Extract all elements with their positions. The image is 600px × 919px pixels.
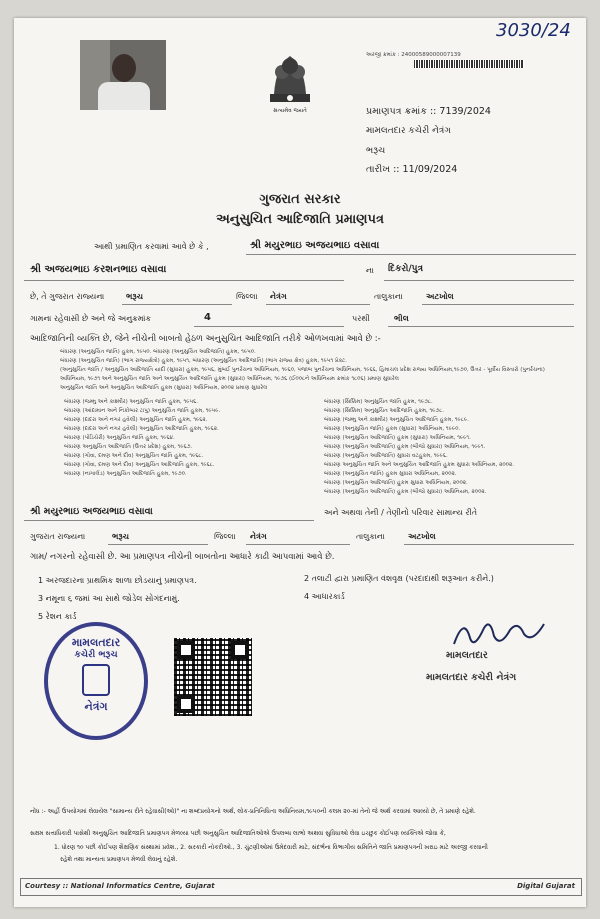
district-value-2: ભરૂચ <box>112 532 130 541</box>
father-name: શ્રી અજયભાઇ કરશનભાઇ વસાવા <box>30 264 167 275</box>
state-prefix: છે, તે ગુજરાત રાજ્યના <box>30 292 105 301</box>
legal-left-item: બંધારણ (આંદામાન અને નિકોબાર ટાપુ) અનુસુચિત જાતિ હુકમ, ૧૯૫૯. <box>64 408 221 414</box>
signatory-office: મામલતદાર કચેરી નેત્રંગ <box>426 672 517 683</box>
relation-value: દિકરો/પુત્ર <box>388 264 423 274</box>
footer-credit: Courtesy :: National Informatics Centre, Gujarat <box>25 882 215 890</box>
note-2: સક્ષમ સત્તાધિકારી પાસેથી અનુસુચિત આદિજાતિ પ્રમાણપત્ર મેળવ્યા પછી અનુસુચિત આદિજાતિઓએ ઉપલબ્ધ લાભો અથવા સુવિધાઓ લેવા ઇચ્છુક કોઈપણ વ્યક્તિએ જોવા કે, <box>30 830 446 837</box>
document-item: 3 નમૂના ૬ જમાં આ સાથે જોડેલ સોગંદનામું. <box>38 594 180 603</box>
note-4: રહેશે તથા માન્યતા પ્રમાણપત્ર મેળવી લેવાનું રહેશે. <box>60 856 178 863</box>
legal-right-item: બંધારણ અનુસુચિત જાતિ અને અનુસુચિત આદિજાતિ હુકમ સુધારા અધિનિયમ, ૨૦૦૨. <box>324 462 514 468</box>
taluka-value-2: નેત્રંગ <box>250 532 267 541</box>
note-3: 1. ધોરણ ૧૦ પછી કોઈપણ શૈક્ષણિક સંસ્થામાં પ્રવેશ., 2. સરકારી નોકરીઓ., 3. ચુંટણીઓમાં ઉમેદવારી માટે, સંદર્ભના વિભાગીય સમિતિને જાતિ પ્રમાણપત્રની ખરાઇ માટે અરજી કરવાની <box>54 844 488 851</box>
office-place: ભરૂચ <box>366 146 386 156</box>
district-label-2: જિલ્લા <box>214 532 236 541</box>
application-number: અરજી ક્રમાંક : 24000589000007139 <box>366 52 461 58</box>
seal-text: કચેરી ભરૂચ <box>74 650 118 660</box>
legal-left-item: બંધારણ અનુસુચિત આદિજાતિ (ઉત્તર પ્રદેશ) હુકમ, ૧૯૬૭. <box>64 444 193 450</box>
document-item: 2 તલાટી દ્વારા પ્રમાણિત વંશવૃક્ષ (પરદાદાથી શરૂઆત કરીને.) <box>304 574 494 583</box>
legal-left-item: બંધારણ (ગોવા, દમણ અને દીવ) અનુસુચિત જાતિ હુકમ, ૧૯૬૮. <box>64 453 204 459</box>
legal-line: અધિનિયમ, ૧૯૭૧ અને અનુસુચિત જાતિ અને અનુસુચિત આદિજાતિ હુકમ (સુધારા) અધિનિયમ, ૧૯૭૬ (ઈ૦૦૮ને અધિનિયમ ક્રમાંક ૧૮૦૬) પ્રમાણ સુધારેલ <box>60 376 399 382</box>
recognition-text: આદિજાતિની વ્યક્તિ છે, જેને નીચેની બાબતો હેઠળ અનુસુચિત આદિજાતિ તરીકે ઓળખવામાં આવે છે :- <box>30 334 381 344</box>
legal-left-item: બંધારણ (દાદરા અને નગર હવેલી) અનુસુચિત જાતિ હુકમ, ૧૯૬૨. <box>64 417 208 423</box>
district-label: જિલ્લા <box>236 292 258 301</box>
document-item: 4 આધારકાર્ડ <box>304 592 345 601</box>
footer-bar <box>20 878 582 896</box>
legal-right-item: બંધારણ (અનુસુચિત આદિજાતિ) હુકમ (સુધારા) અધિનિયમ, ૧૯૯૧. <box>324 435 471 441</box>
village-value-2: અટખોલ <box>408 532 436 541</box>
village-value: અટખોલ <box>426 292 454 301</box>
taluka-label: તાલુકાના <box>374 292 403 301</box>
legal-right-item: બંધારણ (સિક્કિમ) અનુસુચિત જાતિ હુકમ, ૧૯૭૮. <box>324 399 433 405</box>
legal-right-item: બંધારણ (જમ્મુ અને કાશ્મીર) અનુસુચિત આદિજાતિ હુકમ, ૧૯૮૯. <box>324 417 469 423</box>
date-label: તારીખ :: <box>366 164 400 175</box>
resident-suffix: અને અથવા તેની / તેણીનો પરિવાર સામાન્ય રીતે <box>324 508 478 517</box>
taluka-label-2: તાલુકાના <box>356 532 385 541</box>
legal-left-item: બંધારણ (નાગાલેંડ) અનુસુચિત આદિજાતિ હુકમ, ૧૯૭૦. <box>64 471 187 477</box>
legal-right-item: બંધારણ (અનુસુચિત જાતિ) હુકમ સુધારા અધિનિયમ, ૨૦૦૨. <box>324 471 457 477</box>
applicant-photo <box>80 40 166 110</box>
certify-prefix: આથી પ્રમાણિત કરવામાં આવે છે કે , <box>94 242 209 251</box>
national-emblem-icon <box>260 46 320 116</box>
legal-line: બંધારણ (અનુસુચિત જાતિ) હુકમ, ૧૯૫૦. બંધારણ (અનુસુચિત આદિજાતિ) હુકમ, ૧૯૫૦. <box>60 349 256 355</box>
legal-left-item: બંધારણ (દાદરા અને નગર હવેલી) અનુસુચિત આદિજાતિ હુકમ, ૧૯૬૨. <box>64 426 219 432</box>
resident-name: શ્રી મયુરભાઇ અજયભાઇ વસાવા <box>30 506 153 517</box>
tribe-name: ભીલ <box>394 314 409 323</box>
serial-number: 4 <box>204 312 211 323</box>
legal-references-right <box>324 398 579 497</box>
date-row <box>366 164 457 175</box>
certificate-number: 7139/2024 <box>439 106 491 117</box>
footer-brand: Digital Gujarat <box>517 882 575 890</box>
barcode <box>414 60 524 68</box>
basis-text: ગામ/ નગરનો રહેવાસી છે. આ પ્રમાણપત્ર નીચેની બાબતોના આધારે કાઢી આપવામાં આવે છે. <box>30 552 335 562</box>
legal-line: અનુસુચિત જાતિ અને અનુસુચિત આદિજાતિ હુકમ (સુધારા) અધિનિયમ, ૨૦૦૨ પ્રમાણ સુધારેલ <box>60 385 268 391</box>
legal-right-item: બંધારણ (અનુસુચિત આદિજાતિ) હુકમ (બીજો સુધારા) અધિનિયમ, ૧૯૯૧. <box>324 444 486 450</box>
certificate-title: અનુસુચિત આદિજાતિ પ્રમાણપત્ર <box>216 212 384 227</box>
legal-right-item: બંધારણ (અનુસુચિત આદિજાતિ) સુધારા વટહુકમ, ૧૯૯૬. <box>324 453 448 459</box>
note-1: નોંધ :- અહીં ઉપયોગમાં લેવાયેલ "સામાન્ય રીતે રહેવાસી(ઓ)" ના શબ્દપ્રયોગનો અર્થ, લોક-પ્રતિનિધિત્વ અધિનિયમ,૧૯૫૦ની કલમ ૨૦-માં તેનો જે અર્થ કરવામાં આવ્યો છે, તે પ્રમાણે રહેશે. <box>30 808 476 815</box>
seal-text: મામલતદાર <box>71 636 121 649</box>
legal-right-item: બંધારણ (અનુસુચિત આદિજાતિ) હુકમ સુધારા અધિનિયમ, ૨૦૦૨. <box>324 480 468 486</box>
handwritten-number: 3030/24 <box>496 20 571 41</box>
document-item: 1 અરજદારના પ્રાથમિક શાળા છોડયાનું પ્રમાણપત્ર. <box>38 576 197 585</box>
serial-prefix: ગામના રહેવાસી છે અને જે અનુક્રમાંક <box>30 314 152 323</box>
signatory-title: મામલતદાર <box>446 650 488 661</box>
office-seal <box>44 622 148 740</box>
certificate-page <box>14 18 586 907</box>
government-title: ગુજરાત સરકાર <box>259 192 341 207</box>
issue-date: 11/09/2024 <box>402 164 458 175</box>
legal-right-item: બંધારણ (અનુસુચિત આદિજાતિ) હુકમ (બીજો સુધારા) અધિનિયમ, ૨૦૦૨. <box>324 489 487 495</box>
relation-label: ના <box>366 266 374 275</box>
legal-right-item: બંધારણ (અનુસુચિત જાતિ) હુકમ (સુધારા) અધિનિયમ, ૧૯૯૦. <box>324 426 461 432</box>
legal-left-item: બંધારણ (જમ્મુ અને કાશ્મીર) અનુસુચિત જાતિ હુકમ, ૧૯૫૬. <box>64 399 198 405</box>
taluka-value: નેત્રંગ <box>270 292 287 301</box>
seal-emblem-icon <box>82 664 110 696</box>
applicant-name: શ્રી મયુરભાઇ અજયભાઇ વસાવા <box>250 240 380 251</box>
qr-code <box>174 638 252 716</box>
office-name: મામલતદાર કચેરી નેત્રંગ <box>366 126 451 136</box>
seal-text: નેત્રંગ <box>84 700 108 713</box>
district-value: ભરૂચ <box>126 292 144 301</box>
legal-references-top <box>60 348 570 393</box>
state-prefix-2: ગુજરાત રાજ્યના <box>30 532 86 541</box>
legal-references-left <box>64 398 334 479</box>
tribe-label: પરથી <box>352 314 370 323</box>
legal-left-item: બંધારણ (ગોવા, દમણ અને દીવ) અનુસુચિત આદિજાતિ હુકમ, ૧૯૬૮. <box>64 462 215 468</box>
legal-right-item: બંધારણ (સિક્કિમ) અનુસુચિત આદિજાતિ હુકમ, ૧૯૭૮. <box>324 408 445 414</box>
document-item: 5 રેશન કાર્ડ <box>38 612 77 621</box>
emblem-motto: સત્યમેવ જયતે <box>273 108 307 114</box>
certificate-number-label: પ્રમાણપત્ર ક્રમાંક :: <box>366 106 437 117</box>
legal-line: બંધારણ (અનુસુચિત જાતિ) (ભાગ રાજ્યક્ષેત્રો) હુકમ, ૧૯૫૧, બંધારણ (અનુસુચિત આદિજાતિ) (ભાગ રાજ્ય ક્ષેત્ર) હુકમ, ૧૯૫૧ પ્રેક્ટ. <box>60 358 347 364</box>
legal-line: (અનુસુચિત જાતિ / અનુસુચિત આદિજાતિ યાદી (સુધારા) હુકમ, ૧૯૫૬, મુંબઈ પુનર્રચના અધિનિયમ, ૧૯૬૦, પંજાબ પુનર્રચના અધિનિયમ, ૧૯૬૬, હિમાચલ પ્રદેશ રાજ્ય અધિનિયમ,૧૯૭૦, ઉત્તર - પૂર્વીય વિસ્તારો (પુનર્રચના) <box>60 367 545 373</box>
legal-left-item: બંધારણ (પોંડિચેરી) અનુસુચિત જાતિ હુકમ, ૧૯૬૪. <box>64 435 175 441</box>
certificate-number-row <box>366 106 491 117</box>
